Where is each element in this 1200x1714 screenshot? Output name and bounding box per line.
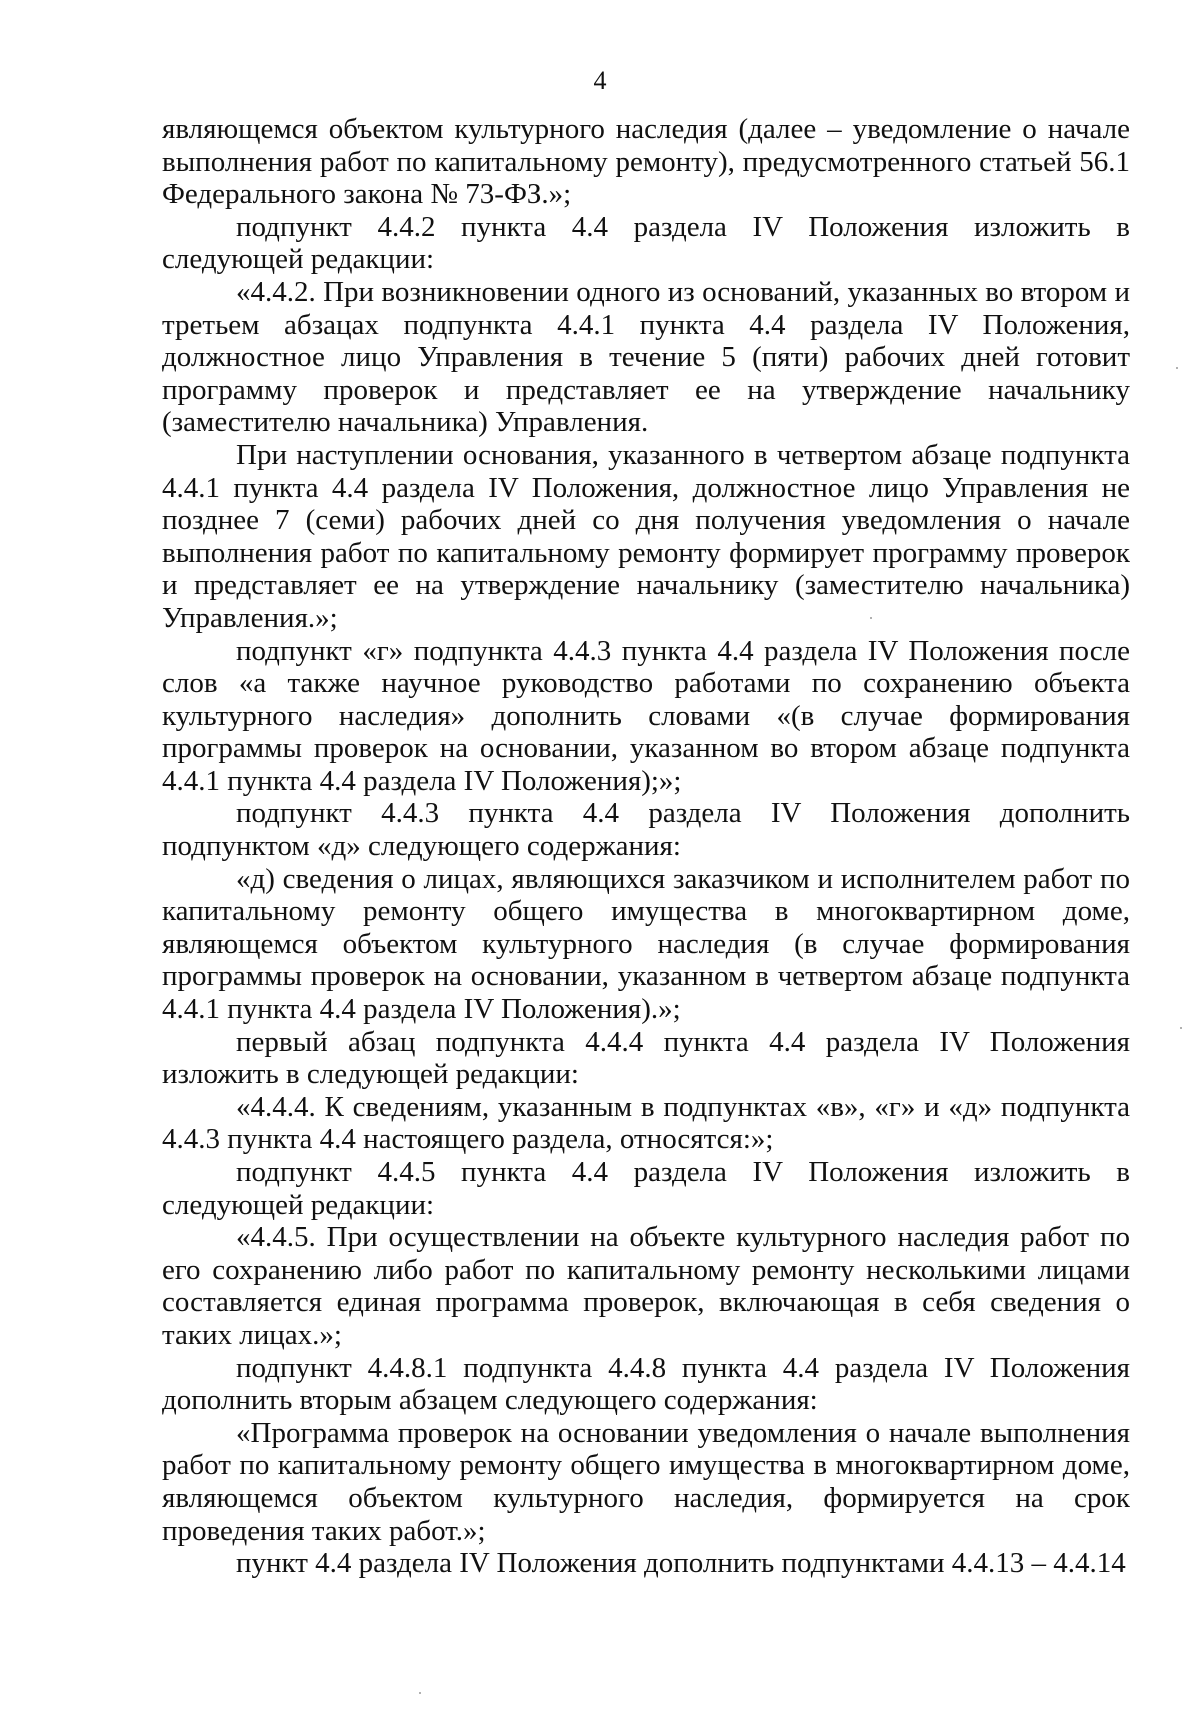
paragraph: «Программа проверок на основании уведомления о начале выполнения работ по капитальному ремонту общего имущества в многоквартирном доме, являющемся объектом культурного наследия, формируется на срок проведения таких работ.»; xyxy=(162,1416,1130,1547)
paragraph: подпункт «г» подпункта 4.4.3 пункта 4.4 раздела IV Положения после слов «а также научное руководство работами по сохранению объекта культурного наследия» дополнить словами «(в случае формирования программы проверок на основании, указанном во втором абзаце подпункта 4.4.1 пункта 4.4 раздела IV Положения);»; xyxy=(162,634,1130,797)
paragraph: «4.4.2. При возникновении одного из оснований, указанных во втором и третьем абзацах подпункта 4.4.1 пункта 4.4 раздела IV Положения, должностное лицо Управления в течение 5 (пяти) рабочих дней готовит программу проверок и представляет ее на утверждение начальнику (заместителю начальника) Управления. xyxy=(162,275,1130,439)
scan-speck xyxy=(419,1692,421,1694)
scan-speck xyxy=(1180,1027,1182,1029)
paragraph: подпункт 4.4.3 пункта 4.4 раздела IV Положения дополнить подпунктом «д» следующего содержания: xyxy=(162,797,1130,863)
paragraph: подпункт 4.4.8.1 подпункта 4.4.8 пункта 4.4 раздела IV Положения дополнить вторым абзацем следующего содержания: xyxy=(162,1351,1130,1417)
paragraph: пункт 4.4 раздела IV Положения дополнить подпунктами 4.4.13 – 4.4.14 xyxy=(236,1547,1126,1580)
document-body xyxy=(162,113,1130,1580)
paragraph: «д) сведения о лицах, являющихся заказчиком и исполнителем работ по капитальному ремонту общего имущества в многоквартирном доме, являющемся объектом культурного наследия (в случае формирования программы проверок на основании, указанном в четвертом абзаце подпункта 4.4.1 пункта 4.4 раздела IV Положения).»; xyxy=(162,862,1130,1026)
paragraph: являющемся объектом культурного наследия (далее – уведомление о начале выполнения работ по капитальному ремонту), предусмотренного статьей 56.1 Федерального закона № 73-ФЗ.»; xyxy=(162,113,1130,211)
paragraph: подпункт 4.4.5 пункта 4.4 раздела IV Положения изложить в следующей редакции: xyxy=(162,1156,1130,1221)
paragraph: «4.4.4. К сведениям, указанным в подпунктах «в», «г» и «д» подпункта 4.4.3 пункта 4.4 настоящего раздела, относятся:»; xyxy=(162,1090,1130,1156)
paragraph: первый абзац подпункта 4.4.4 пункта 4.4 раздела IV Положения изложить в следующей редакции: xyxy=(162,1025,1130,1091)
page-number: 4 xyxy=(593,66,607,95)
scan-speck xyxy=(1176,367,1178,369)
paragraph: При наступлении основания, указанного в четвертом абзаце подпункта 4.4.1 пункта 4.4 раздела IV Положения, должностное лицо Управления не позднее 7 (семи) рабочих дней со дня получения уведомления о начале выполнения работ по капитальному ремонту формирует программу проверок и представляет ее на утверждение начальнику (заместителю начальника) Управления.»; xyxy=(162,438,1130,634)
paragraph: «4.4.5. При осуществлении на объекте культурного наследия работ по его сохранению либо работ по капитальному ремонту несколькими лицами составляется единая программа проверок, включающая в себя сведения о таких лицах.»; xyxy=(162,1221,1130,1351)
scan-speck xyxy=(870,617,872,619)
paragraph: подпункт 4.4.2 пункта 4.4 раздела IV Положения изложить в следующей редакции: xyxy=(162,210,1130,276)
